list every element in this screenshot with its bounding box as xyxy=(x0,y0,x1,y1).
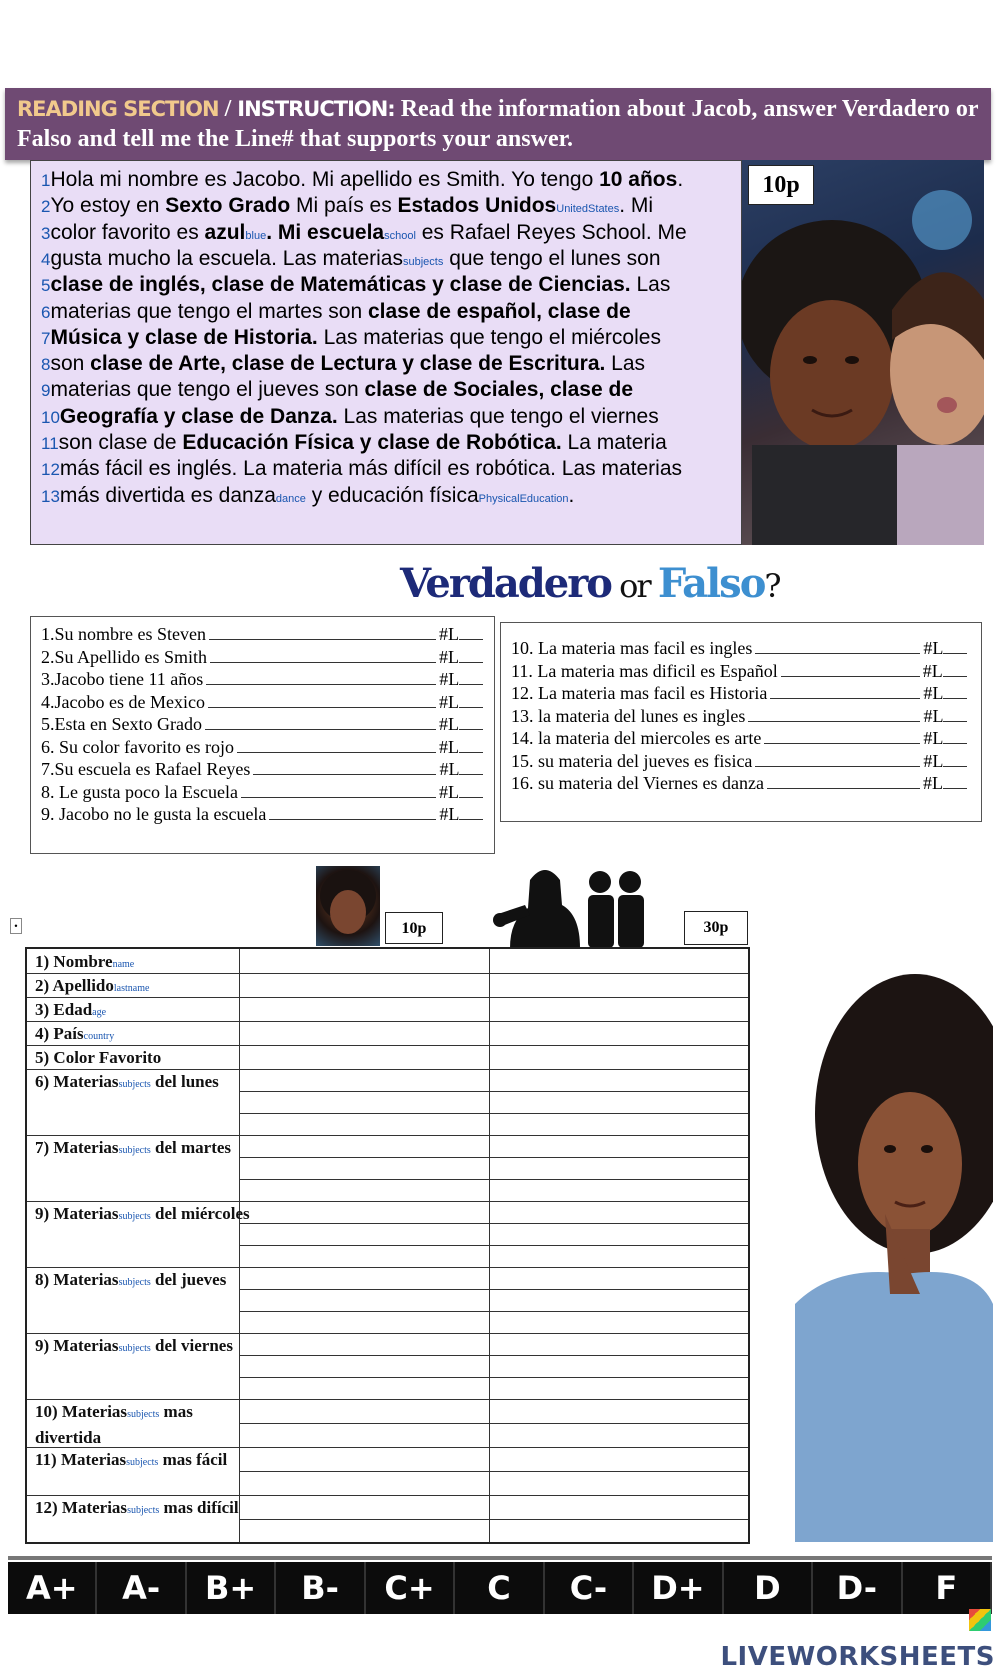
statement-item xyxy=(511,727,951,749)
line-number-blank[interactable] xyxy=(943,729,967,744)
answer-field[interactable] xyxy=(240,1377,488,1398)
answer-field[interactable] xyxy=(240,1069,488,1090)
answer-field[interactable] xyxy=(240,1157,488,1178)
line-number: 6 xyxy=(41,302,51,322)
answer-field[interactable] xyxy=(490,1245,747,1266)
passage-bold-text: Geografía y clase de Danza. xyxy=(59,404,338,428)
profile-table xyxy=(25,947,750,1544)
passage-line xyxy=(41,351,731,378)
answer-field[interactable] xyxy=(240,1135,488,1156)
statement-text: 10. La materia mas facil es ingles xyxy=(511,638,753,658)
separator: / xyxy=(218,96,238,122)
table-row-label xyxy=(35,1202,250,1228)
statement-item xyxy=(511,660,951,682)
answer-field[interactable] xyxy=(490,1157,747,1178)
answer-field[interactable] xyxy=(240,1519,488,1542)
statement-item xyxy=(41,646,481,668)
answer-field[interactable] xyxy=(240,1289,488,1310)
english-gloss: subjects xyxy=(118,1079,151,1090)
thumbnail-illustration xyxy=(316,866,380,946)
statement-text: 14. la materia del miercoles es arte xyxy=(511,728,762,748)
passage-text: materias que tengo el jueves son xyxy=(50,378,365,402)
line-number-blank[interactable] xyxy=(459,648,483,663)
answer-field[interactable] xyxy=(490,1135,747,1156)
statement-item xyxy=(41,668,481,690)
english-gloss: UnitedStates xyxy=(556,203,620,216)
answer-field[interactable] xyxy=(490,1447,747,1470)
answer-field[interactable] xyxy=(240,1245,488,1266)
passage-line xyxy=(41,377,731,404)
answer-field[interactable] xyxy=(240,1091,488,1112)
thinking-woman-image xyxy=(795,964,993,1542)
line-ref-label: #L xyxy=(923,705,944,726)
answer-field[interactable] xyxy=(240,1355,488,1376)
answer-blank[interactable] xyxy=(748,707,920,722)
statement-item xyxy=(41,623,481,645)
answer-field[interactable] xyxy=(240,1179,488,1200)
answer-subline xyxy=(239,1423,748,1424)
passage-text: Mi país es xyxy=(290,194,398,218)
passage-line xyxy=(41,299,731,326)
answer-subline xyxy=(239,1179,748,1180)
answer-subline xyxy=(239,1355,748,1356)
passage-line xyxy=(41,325,731,352)
table-row-label xyxy=(35,1334,250,1360)
title-question-mark: ? xyxy=(764,567,780,605)
line-number-blank[interactable] xyxy=(459,693,483,708)
row-label-tail: del lunes xyxy=(150,1072,219,1091)
line-ref-label: #L xyxy=(438,781,459,802)
statement-item xyxy=(41,713,481,735)
answer-field[interactable] xyxy=(490,1091,747,1112)
passage-text: son xyxy=(50,352,91,376)
table-score: 30p xyxy=(684,911,748,945)
row-label-tail: mas fácil xyxy=(158,1450,228,1469)
table-row-label xyxy=(35,1400,250,1449)
passage-text: que tengo el lunes son xyxy=(443,246,661,270)
english-gloss: subjects xyxy=(118,1343,151,1354)
answer-blank[interactable] xyxy=(241,783,436,798)
line-ref-label: #L xyxy=(439,669,460,689)
answer-field[interactable] xyxy=(490,1423,747,1446)
answer-field[interactable] xyxy=(490,1519,747,1542)
row-label-text: 3) Edad xyxy=(35,1000,93,1019)
statement-item xyxy=(41,758,481,780)
grade-cell: A- xyxy=(97,1562,186,1614)
table-row-label xyxy=(35,1496,250,1522)
statement-text: 15. su materia del jueves es fisica xyxy=(511,750,753,771)
statement-item xyxy=(511,637,951,659)
passage-text: Yo estoy en xyxy=(50,194,166,218)
statement-text: 3.Jacobo tiene 11 años xyxy=(41,669,204,689)
row-label-tail: del jueves xyxy=(150,1270,227,1289)
passage-text: materias que tengo el martes son xyxy=(50,299,368,323)
passage-bold-text: azul xyxy=(204,220,246,244)
passage-line xyxy=(41,456,731,483)
line-number-blank[interactable] xyxy=(943,639,967,654)
statement-item xyxy=(511,705,951,727)
row-label-tail: del miércoles xyxy=(150,1204,250,1223)
answer-field[interactable] xyxy=(490,1021,747,1044)
answer-blank[interactable] xyxy=(206,670,436,685)
table-row-label xyxy=(35,1136,250,1162)
title-falso: Falso xyxy=(657,560,765,607)
grade-cell: A+ xyxy=(8,1562,97,1614)
line-ref-label: #L xyxy=(923,683,944,703)
statement-item xyxy=(41,781,481,803)
line-number-blank[interactable] xyxy=(943,752,967,767)
line-number-blank[interactable] xyxy=(459,760,483,775)
instruction-header xyxy=(5,88,991,160)
answer-blank[interactable] xyxy=(210,648,436,663)
row-label-tail: del viernes xyxy=(150,1336,233,1355)
statement-item xyxy=(511,750,951,772)
passage-line xyxy=(41,430,731,457)
answer-blank[interactable] xyxy=(755,639,920,654)
answer-subline xyxy=(239,1289,748,1290)
answer-blank[interactable] xyxy=(770,684,920,699)
english-gloss: subjects xyxy=(118,1211,151,1222)
english-gloss: subjects xyxy=(118,1277,151,1288)
statement-text: 1.Su nombre es Steven xyxy=(41,624,206,644)
passage-bold-text: escuela xyxy=(307,220,385,244)
grade-cell: D+ xyxy=(634,1562,723,1614)
instruction-label: INSTRUCTION: xyxy=(237,97,395,121)
statement-text: 16. su materia del Viernes es danza xyxy=(511,773,764,793)
answer-field[interactable] xyxy=(490,1399,747,1422)
line-number-blank[interactable] xyxy=(943,707,967,722)
line-ref-label: #L xyxy=(438,714,459,734)
silhouettes-icon xyxy=(490,860,660,948)
answer-field[interactable] xyxy=(490,1201,747,1222)
statements-right-box xyxy=(500,622,982,822)
passage-bold-text: . Mi xyxy=(266,220,308,244)
jacob-thumbnail-photo xyxy=(316,866,380,946)
line-number: 1 xyxy=(41,171,51,190)
title-or: or xyxy=(610,567,658,605)
passage-text: La materia xyxy=(561,431,667,454)
english-gloss: PhysicalEducation xyxy=(478,492,569,505)
line-ref-label: #L xyxy=(439,804,460,824)
title-verdadero: Verdadero xyxy=(400,560,611,607)
passage-text: es Rafael Reyes School. Me xyxy=(415,220,687,244)
statement-text: 7.Su escuela es Rafael Reyes xyxy=(41,759,251,779)
statement-text: 9. Jacobo no le gusta la escuela xyxy=(41,804,267,824)
statement-text: 2.Su Apellido es Smith xyxy=(41,646,208,667)
answer-field[interactable] xyxy=(240,997,488,1020)
line-number-blank[interactable] xyxy=(459,738,483,753)
passage-text: color favorito es xyxy=(50,220,205,244)
row-label-text: 5) Color Favorito xyxy=(35,1048,162,1067)
line-number-blank[interactable] xyxy=(459,783,483,798)
passage-line xyxy=(41,167,731,194)
line-ref-label: #L xyxy=(923,773,943,793)
passage-text: Las materias que tengo el miércoles xyxy=(317,325,661,349)
line-number: 9 xyxy=(41,381,51,401)
passage-bold-text: Educación Física y clase de Robótica. xyxy=(182,431,562,454)
line-number-blank[interactable] xyxy=(459,670,483,685)
answer-field[interactable] xyxy=(490,949,747,972)
passage-bold-text: clase de Arte, clase de Lectura y clase de Escritura. xyxy=(90,352,606,376)
answer-subline xyxy=(239,1245,748,1246)
answer-subline xyxy=(239,1311,748,1312)
section-label: READING SECTION xyxy=(17,97,219,121)
statement-item xyxy=(41,803,481,825)
passage-line xyxy=(41,483,731,512)
line-ref-label: #L xyxy=(923,638,944,658)
row-label-text: 12) Materias xyxy=(35,1498,128,1517)
line-ref-label: #L xyxy=(438,624,459,644)
answer-blank[interactable] xyxy=(208,693,436,708)
line-number-blank[interactable] xyxy=(943,662,967,677)
passage-bold-text: Estados Unidos xyxy=(397,194,557,218)
english-gloss: subjects xyxy=(126,1457,159,1468)
statement-text: 8. Le gusta poco la Escuela xyxy=(41,781,238,802)
table-row-label xyxy=(35,1070,250,1096)
line-number: 5 xyxy=(41,276,51,296)
answer-field[interactable] xyxy=(240,1045,488,1068)
line-number: 7 xyxy=(41,328,51,348)
page-anchor-icon: • xyxy=(10,918,22,934)
answer-blank[interactable] xyxy=(755,752,920,767)
answer-field[interactable] xyxy=(490,1289,747,1310)
passage-text: . Mi xyxy=(619,194,654,218)
statement-text: 12. La materia mas facil es Historia xyxy=(511,683,768,703)
english-gloss: subjects xyxy=(127,1505,160,1516)
answer-blank[interactable] xyxy=(269,805,436,820)
line-number-blank[interactable] xyxy=(943,684,967,699)
passage-text: . xyxy=(568,483,575,507)
passage-text: más fácil es inglés. La materia más difícil es robótica. Las materias xyxy=(59,457,683,481)
passage-text: . xyxy=(677,168,684,191)
answer-field[interactable] xyxy=(240,1423,488,1446)
statement-text: 4.Jacobo es de Mexico xyxy=(41,691,205,712)
row-label-text: 9) Materias xyxy=(35,1204,119,1223)
line-number: 10 xyxy=(41,407,60,427)
answer-subline xyxy=(239,1157,748,1158)
english-gloss: dance xyxy=(275,492,306,505)
statement-item xyxy=(41,736,481,758)
answer-subline xyxy=(239,1223,748,1224)
line-number-blank[interactable] xyxy=(459,805,483,820)
instruction-text xyxy=(17,94,982,154)
statement-item xyxy=(41,691,481,713)
row-label-text: 6) Materias xyxy=(35,1072,119,1091)
answer-blank[interactable] xyxy=(767,774,920,789)
line-number-blank[interactable] xyxy=(459,625,483,640)
row-label-tail: mas difícil xyxy=(159,1498,239,1517)
statement-text: 5.Esta en Sexto Grado xyxy=(41,714,202,734)
answer-blank[interactable] xyxy=(253,760,436,775)
reading-score: 10p xyxy=(748,165,814,205)
passage-line xyxy=(41,272,731,299)
answer-field[interactable] xyxy=(240,1311,488,1332)
answer-field[interactable] xyxy=(490,1495,747,1518)
row-label-text: 2) Apellido xyxy=(35,976,114,995)
answer-blank[interactable] xyxy=(237,738,436,753)
passage-line xyxy=(41,220,731,249)
passage-text: gusta mucho la escuela. Las materias xyxy=(50,246,403,270)
answer-blank[interactable] xyxy=(205,715,436,730)
row-label-text: 11) Materias xyxy=(35,1450,127,1469)
liveworksheets-logo-icon xyxy=(969,1609,991,1631)
answer-field[interactable] xyxy=(240,1447,488,1470)
passage-bold-text: clase de inglés, clase de Matemáticas y clase de Ciencias. xyxy=(50,273,631,297)
grade-cell: C- xyxy=(545,1562,634,1614)
english-gloss: subjects xyxy=(127,1409,160,1420)
answer-field[interactable] xyxy=(490,1355,747,1376)
answer-field[interactable] xyxy=(490,1333,747,1354)
passage-bold-text: clase de Sociales, clase de xyxy=(364,378,634,402)
row-label-tail: del martes xyxy=(150,1138,232,1157)
liveworksheets-text: LIVEWORKSHEETS xyxy=(720,1642,995,1672)
answer-field[interactable] xyxy=(240,1223,488,1244)
liveworksheets-logo xyxy=(700,1600,995,1672)
line-number: 4 xyxy=(41,249,51,269)
answer-field[interactable] xyxy=(490,973,747,996)
line-number: 11 xyxy=(41,434,59,453)
line-number: 13 xyxy=(41,486,60,506)
answer-blank[interactable] xyxy=(209,625,436,640)
answer-field[interactable] xyxy=(240,1399,488,1422)
answer-field[interactable] xyxy=(490,1179,747,1200)
passage-text: más divertida es danza xyxy=(59,483,276,507)
instruction-body: Read the information about Jacob, answer Verdadero or Falso and tell me the Line# that supports your answer. xyxy=(17,96,979,152)
answer-blank[interactable] xyxy=(764,729,920,744)
row-label-text: 4) País xyxy=(35,1024,84,1043)
answer-field[interactable] xyxy=(240,1495,488,1518)
answer-field[interactable] xyxy=(490,1267,747,1288)
answer-field[interactable] xyxy=(240,1333,488,1354)
answer-field[interactable] xyxy=(490,1377,747,1398)
answer-field[interactable] xyxy=(240,1201,488,1222)
english-gloss: subjects xyxy=(118,1145,151,1156)
passage-text: Las materias que tengo el viernes xyxy=(337,404,659,428)
passage-bold-text: 10 años xyxy=(599,168,678,191)
line-ref-label: #L xyxy=(439,759,460,779)
line-ref-label: #L xyxy=(438,736,459,757)
statement-item xyxy=(511,772,951,794)
answer-field[interactable] xyxy=(490,1069,747,1090)
selfie-illustration xyxy=(742,160,984,545)
passage-line xyxy=(41,404,731,431)
passage-text: y educación física xyxy=(305,483,479,507)
line-ref-label: #L xyxy=(923,728,944,748)
english-gloss: name xyxy=(112,959,135,970)
statements-left-box xyxy=(30,616,495,854)
passage-bold-text: clase de español, clase de xyxy=(367,299,631,323)
line-number: 12 xyxy=(41,460,60,480)
passage-bold-text: Música y clase de Historia. xyxy=(50,325,318,349)
passage-line xyxy=(41,246,731,275)
english-gloss: subjects xyxy=(403,255,444,268)
grade-cell: D- xyxy=(813,1562,902,1614)
answer-blank[interactable] xyxy=(781,662,920,677)
answer-field[interactable] xyxy=(240,1021,488,1044)
jacob-selfie-photo xyxy=(742,160,984,545)
answer-field[interactable] xyxy=(490,1045,747,1068)
grade-cell: F xyxy=(903,1562,992,1614)
line-number: 2 xyxy=(41,197,51,217)
line-number-blank[interactable] xyxy=(459,715,483,730)
row-label-text: 8) Materias xyxy=(35,1270,119,1289)
english-gloss: school xyxy=(384,229,416,242)
answer-subline xyxy=(239,1091,748,1092)
passage-text: son clase de xyxy=(58,431,183,454)
answer-field[interactable] xyxy=(490,997,747,1020)
statement-text: 11. La materia mas dificil es Español xyxy=(511,660,778,681)
english-gloss: country xyxy=(83,1031,115,1042)
row-label-text: 10) Materias xyxy=(35,1402,128,1421)
statement-text: 6. Su color favorito es rojo xyxy=(41,736,234,757)
answer-field[interactable] xyxy=(240,1267,488,1288)
row-label-text: 9) Materias xyxy=(35,1336,119,1355)
verdadero-falso-title xyxy=(400,556,780,612)
english-gloss: lastname xyxy=(113,983,150,994)
answer-field[interactable] xyxy=(490,1113,747,1134)
passage-text: Hola mi nombre es Jacobo. Mi apellido es Smith. Yo tengo xyxy=(50,168,600,191)
profile-score: 10p xyxy=(385,912,443,944)
table-row-label xyxy=(35,1268,250,1294)
answer-field[interactable] xyxy=(240,949,488,972)
passage-text: Las xyxy=(605,352,646,376)
answer-subline xyxy=(239,1519,748,1520)
english-gloss: blue xyxy=(245,229,267,242)
english-gloss: age xyxy=(92,1007,107,1018)
line-number: 3 xyxy=(41,223,51,243)
grade-cell: C xyxy=(455,1562,544,1614)
answer-field[interactable] xyxy=(490,1471,747,1494)
answer-field[interactable] xyxy=(240,1471,488,1494)
line-ref-label: #L xyxy=(923,750,944,771)
row-label-text: 1) Nombre xyxy=(35,952,113,971)
answer-field[interactable] xyxy=(490,1311,747,1332)
grade-cell: B+ xyxy=(187,1562,276,1614)
line-ref-label: #L xyxy=(438,691,459,712)
row-label-tail: mas divertida xyxy=(35,1402,193,1447)
table-row-label xyxy=(35,1448,250,1474)
passage-bold-text: Sexto Grado xyxy=(165,194,291,218)
passage-text: Las xyxy=(630,273,671,297)
answer-field[interactable] xyxy=(240,1113,488,1134)
answer-subline xyxy=(239,1113,748,1114)
reading-passage xyxy=(30,160,742,545)
answer-subline xyxy=(239,1377,748,1378)
grade-cell: C+ xyxy=(366,1562,455,1614)
answer-field[interactable] xyxy=(240,973,488,996)
line-ref-label: #L xyxy=(922,660,943,681)
grade-cell: D xyxy=(724,1562,813,1614)
line-number-blank[interactable] xyxy=(943,774,967,789)
row-label-text: 7) Materias xyxy=(35,1138,119,1157)
thinking-woman-illustration xyxy=(795,964,993,1542)
line-ref-label: #L xyxy=(439,646,460,667)
statement-item xyxy=(511,682,951,704)
answer-field[interactable] xyxy=(490,1223,747,1244)
passage-line xyxy=(41,193,731,222)
statement-text: 13. la materia del lunes es ingles xyxy=(511,705,746,726)
grade-cell: B- xyxy=(276,1562,365,1614)
answer-subline xyxy=(239,1471,748,1472)
line-number: 8 xyxy=(41,355,51,375)
